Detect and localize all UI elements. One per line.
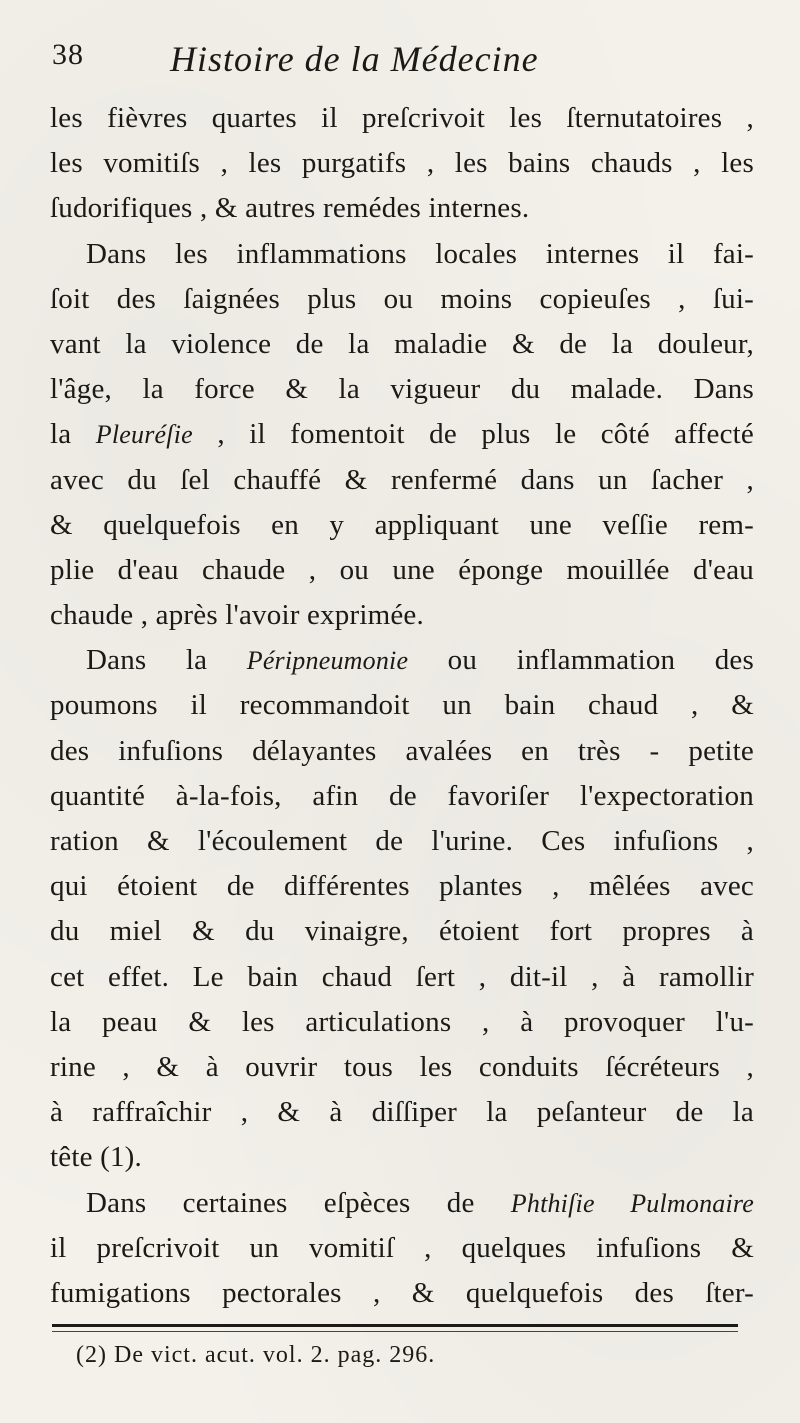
text-line: chaude , après l'avoir exprimée. bbox=[50, 599, 424, 632]
text-line: quantité à-la-fois, afin de favoriſer l'expectoration bbox=[50, 779, 754, 812]
text-line: qui étoient de différentes plantes , mêlées avec bbox=[50, 870, 754, 903]
text-line: fumigations pectorales , & quelquefois des ſter- bbox=[50, 1276, 754, 1309]
text-line: les fièvres quartes il preſcrivoit les ſternutatoires , bbox=[50, 102, 754, 134]
page-header bbox=[52, 38, 752, 98]
text-line: la peau & les articulations , à provoquer l'u- bbox=[50, 1005, 754, 1038]
text-line: il preſcrivoit un vomitiſ , quelques infuſions & bbox=[50, 1231, 754, 1264]
text-line: ſudorifiques , & autres remédes internes. bbox=[50, 192, 530, 225]
text-line: cet effet. Le bain chaud ſert , dit-il , à ramollir bbox=[50, 960, 754, 993]
body-text bbox=[50, 96, 754, 1316]
italic-term: Pleuréſie bbox=[95, 420, 193, 450]
text-line: vant la violence de la maladie & de la douleur, bbox=[50, 327, 754, 360]
text-line: Dans les inflammations locales internes il fai- bbox=[86, 237, 754, 270]
text-line bbox=[50, 1181, 754, 1226]
footnote-rule-thin bbox=[52, 1331, 738, 1332]
text-line: ration & l'écoulement de l'urine. Ces infuſions , bbox=[50, 825, 754, 857]
running-title: Histoire de la Médecine bbox=[170, 39, 539, 79]
text-line: les vomitiſs , les purgatifs , les bains chauds , les bbox=[50, 147, 754, 180]
footnote: (2) De vict. acut. vol. 2. pag. 296. bbox=[76, 1342, 436, 1368]
text-line: rine , & à ouvrir tous les conduits ſécréteurs , bbox=[50, 1050, 754, 1083]
text-line: l'âge, la force & la vigueur du malade. Dans bbox=[50, 373, 754, 406]
line-pre: Dans certaines eſpèces de bbox=[86, 1186, 511, 1219]
text-line bbox=[50, 412, 754, 457]
text-line: tête (1). bbox=[50, 1141, 142, 1174]
text-line: avec du ſel chauffé & renfermé dans un ſacher , bbox=[50, 463, 754, 496]
italic-term: Phthiſie Pulmonaire bbox=[510, 1188, 755, 1218]
line-post: ou inflammation des bbox=[408, 644, 754, 677]
line-post: , il fomentoit de plus le côté affecté bbox=[192, 418, 755, 451]
text-line: des infuſions délayantes avalées en très - petite bbox=[50, 734, 754, 767]
text-line: poumons il recommandoit un bain chaud , & bbox=[50, 689, 754, 722]
footnote-rule bbox=[52, 1324, 738, 1327]
page-number: 38 bbox=[52, 38, 84, 71]
text-line: & quelquefois en y appliquant une veſſie rem- bbox=[50, 508, 754, 541]
text-line: ſoit des ſaignées plus ou moins copieuſes , ſui- bbox=[50, 282, 754, 315]
text-line: à raffraîchir , & à diſſiper la peſanteur de la bbox=[50, 1096, 754, 1129]
italic-term: Péripneumonie bbox=[246, 646, 409, 676]
line-pre: Dans la bbox=[86, 644, 247, 677]
text-line: du miel & du vinaigre, étoient fort propres à bbox=[50, 915, 754, 948]
text-line bbox=[50, 638, 754, 683]
line-pre: la bbox=[50, 418, 96, 451]
text-line: plie d'eau chaude , ou une éponge mouillée d'eau bbox=[50, 553, 754, 586]
